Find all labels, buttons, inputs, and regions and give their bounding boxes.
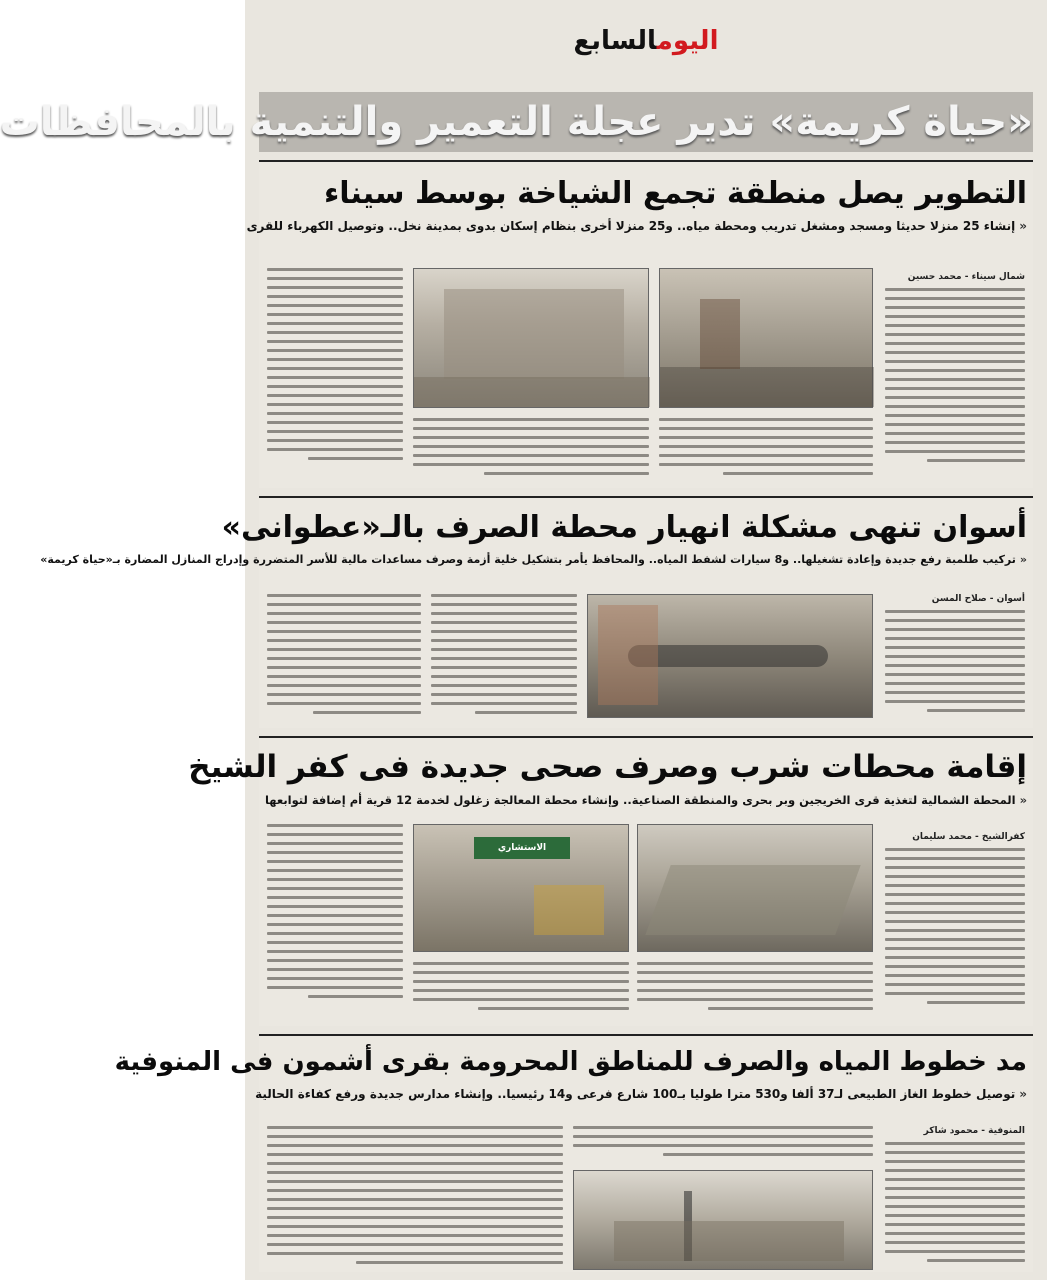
deck-arrows-icon: «	[1019, 1087, 1027, 1101]
article-deck-text: إنشاء 25 منزلا حديثا ومسجد ومشغل تدريب ومحطة مياه.. و25 منزلا أخرى بنظام إسكان بدوى بمدينة نخل.. وتوصيل الكهرباء للقرى	[246, 219, 1016, 233]
article-deck	[255, 1084, 1033, 1104]
article-deck-text: توصيل خطوط الغاز الطبيعى لـ37 ألفا و530 مترا طوليا بـ100 شارع فرعى و14 رئيسيا.. وإنشاء مدارس جديدة ورفع كفاءة الحالية	[255, 1087, 1016, 1101]
article-photo-canal	[637, 824, 873, 952]
article-column	[413, 962, 629, 1020]
article-byline: كفرالشيخ - محمد سليمان	[912, 832, 1025, 842]
article-deck	[259, 790, 1033, 810]
article-column	[431, 594, 577, 724]
deck-arrows-icon: «	[1019, 553, 1027, 566]
article-kafr-elsheikh	[188, 736, 1033, 1026]
page-banner	[0, 92, 1033, 152]
article-deck	[40, 550, 1033, 570]
article-headline: مد خطوط المياه والصرف للمناطق المحرومة بقرى أشمون فى المنوفية	[114, 1047, 1027, 1077]
article-photo-pump-station	[587, 594, 873, 718]
article-column	[413, 418, 649, 480]
article-column	[659, 418, 873, 480]
deck-arrows-icon: «	[1019, 793, 1027, 807]
article-column	[573, 1126, 873, 1166]
article-photo-interior	[659, 268, 873, 408]
article-headline: التطوير يصل منطقة تجمع الشياخة بوسط سيناء	[323, 176, 1027, 211]
deck-arrows-icon: «	[1019, 219, 1027, 233]
article-photo-house	[413, 268, 649, 408]
article-byline: المنوفية - محمود شاكر	[923, 1126, 1025, 1136]
newspaper-logo	[574, 26, 719, 56]
article-column	[637, 962, 873, 1020]
article-column	[267, 824, 403, 1020]
article-byline: شمال سيناء - محمد حسين	[907, 272, 1025, 282]
article-deck-text: تركيب طلمبة رفع جديدة وإعادة تشغيلها.. و8 سيارات لشفط المياه.. والمحافظ يأمر بتشكيل خلية أزمة وصرف مساعدات مالية للأسر المتضررة وإدراج المنازل المضارة بـ«حياة كريمة»	[40, 553, 1016, 566]
article-column	[885, 848, 1025, 1018]
construction-sign: الاستشاري	[474, 837, 570, 859]
article-menoufia	[114, 1034, 1033, 1272]
logo-part2: السابع	[573, 26, 657, 56]
article-column	[885, 288, 1025, 478]
article-headline: إقامة محطات شرب وصرف صحى جديدة فى كفر الشيخ	[188, 749, 1027, 785]
article-deck-text: المحطة الشمالية لتغذية قرى الخريجين وبر بحرى والمنطقة الصناعية.. وإنشاء محطة المعالجة زغلول لخدمة 12 قرية أم إضافة لتوابعها	[264, 793, 1016, 807]
article-column	[267, 1126, 563, 1270]
article-photo-workers	[573, 1170, 873, 1270]
article-aswan	[40, 496, 1033, 728]
article-headline: أسوان تنهى مشكلة انهيار محطة الصرف بالـ«عطوانى»	[221, 510, 1027, 545]
article-column	[885, 610, 1025, 724]
article-column	[267, 268, 403, 480]
article-column	[267, 594, 421, 724]
logo-part1: اليوم	[656, 26, 719, 56]
article-sinai	[246, 160, 1033, 488]
masthead	[245, 18, 1047, 74]
article-byline: أسوان - صلاح المسن	[931, 594, 1025, 604]
article-deck	[246, 216, 1033, 236]
banner-title: «حياة كريمة» تدير عجلة التعمير والتنمية بالمحافظات	[0, 99, 1033, 145]
article-column	[885, 1142, 1025, 1268]
article-photo-site-sign	[413, 824, 629, 952]
